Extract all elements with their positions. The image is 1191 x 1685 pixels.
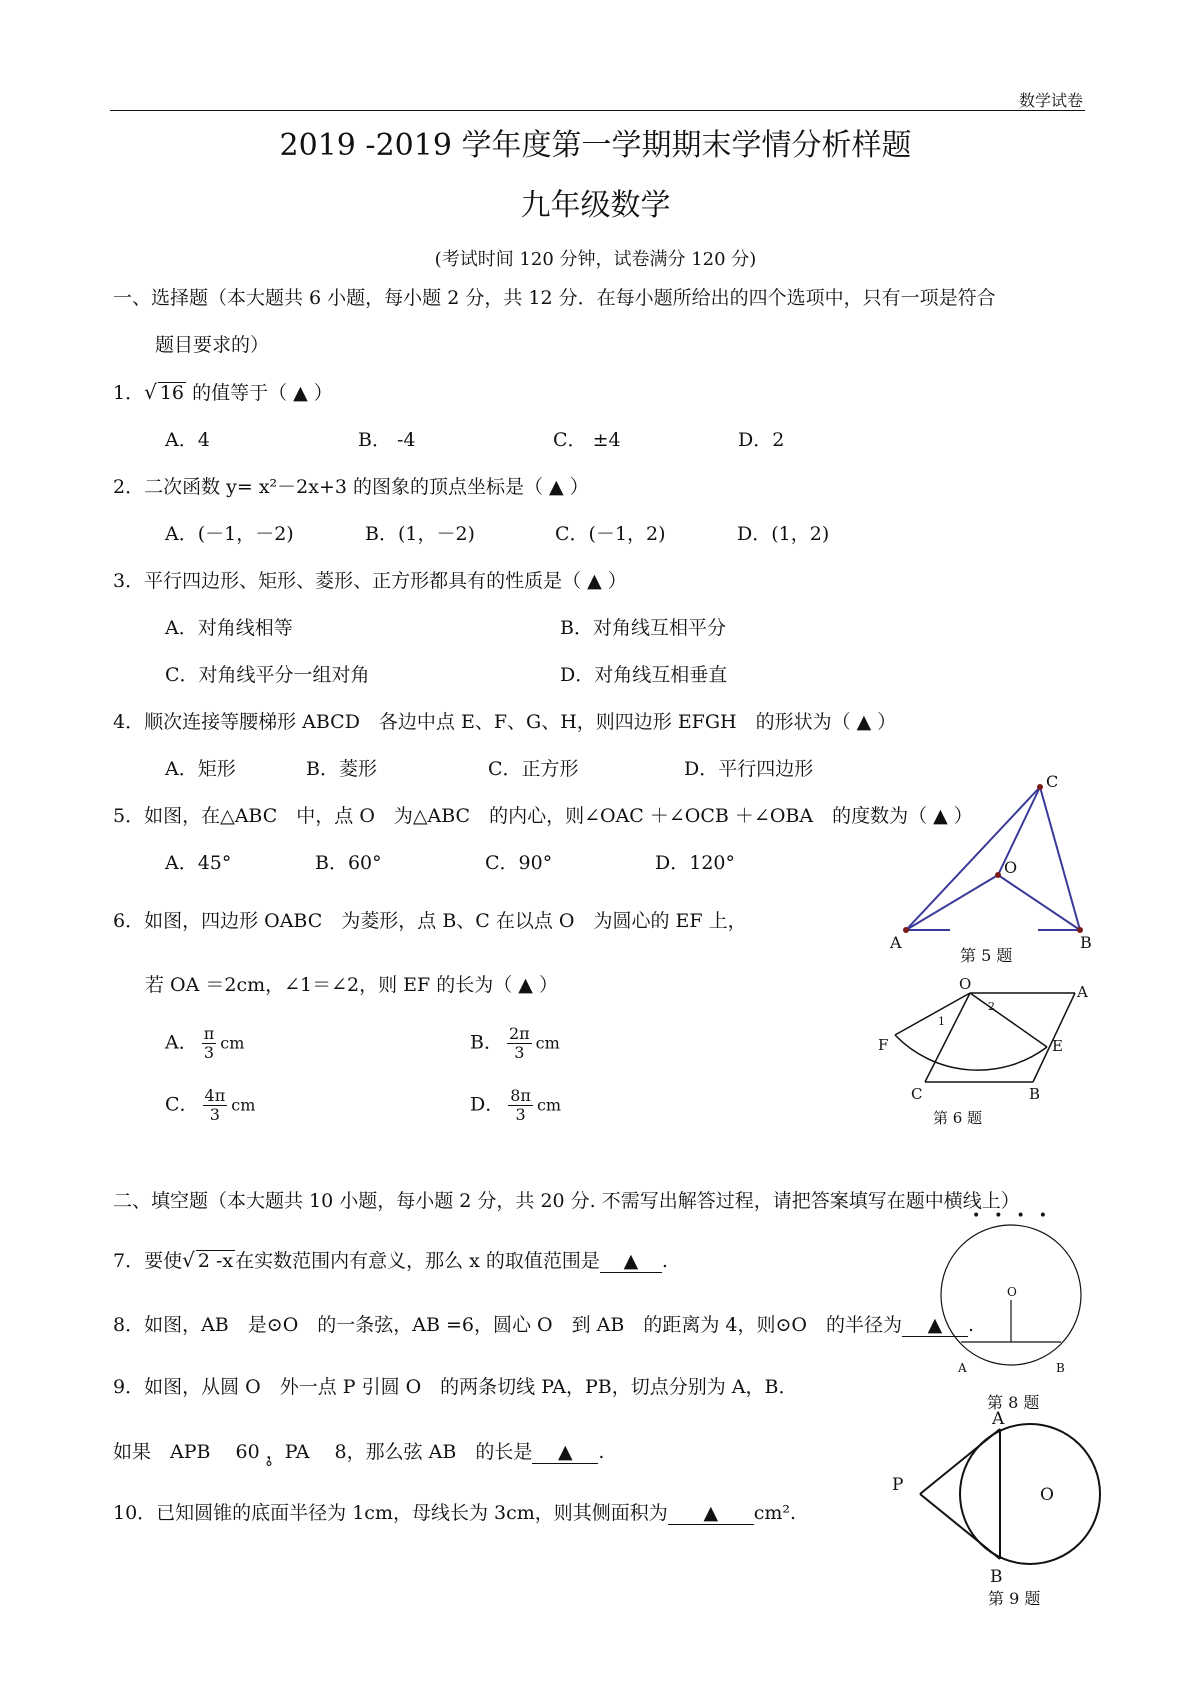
q5-option-c: C．90° [485,852,553,874]
q1-text: 的值等于（ ▲ ） [192,382,333,404]
fraction: $\frac{\pi}{3}$ [203,1024,215,1062]
figure-5 [870,772,1100,965]
q4-option-c: C．正方形 [488,758,579,780]
point-c [1037,784,1043,790]
caption: 第 8 题 [987,1393,1040,1412]
q1-option-c: C． ±4 [553,429,621,451]
point-a [903,927,909,933]
q2-option-a: A．(－1，－2) [165,523,294,545]
page-subtitle: 九年级数学 [520,188,671,223]
q6-option-d: D． $\frac{8\pi}{3}$ cm [470,1086,562,1124]
question-6-line1: 6．如图，四边形 OABC 为菱形，点 B、C 在以点 O 为圆心的 EF 上， [113,910,747,932]
q1-option-a: A．4 [165,429,210,451]
q1-option-b: B． -4 [358,429,416,451]
q3-option-b: B．对角线互相平分 [560,617,726,639]
q4-option-b: B．菱形 [306,758,377,780]
question-9-line2: 如果 APB 60 ，PA 8，那么弦 AB 的长是 ▲ . [113,1441,605,1463]
label-c: C [911,1085,923,1103]
question-6-line2: 若 OA ＝2cm，∠1＝∠2，则 EF 的长为（ ▲ ） [145,974,558,996]
caption: 第 9 题 [988,1589,1041,1608]
answer-blank[interactable]: ▲ [668,1502,754,1525]
q3-option-a: A．对角线相等 [165,617,293,639]
label-b: B [990,1567,1003,1587]
label-o: O [1004,858,1018,877]
arc-ef [895,1035,1047,1070]
q4-option-a: A．矩形 [165,758,236,780]
label-o: O [1040,1485,1054,1505]
degree-sign: ° [265,1458,273,1477]
q5-option-d: D．120° [655,852,735,874]
q1-radicand: 16 [159,382,185,404]
edge-cb [1040,787,1080,930]
label-angle-2: 2 [988,1000,995,1013]
answer-blank[interactable]: ▲ [532,1441,598,1464]
figure-6 [865,975,1090,1135]
label-a: A [1077,983,1088,1001]
label-a: A [958,1361,967,1375]
q4-option-d: D．平行四边形 [684,758,814,780]
figure-9 [880,1410,1105,1610]
label-a: A [992,1409,1005,1429]
q1-option-d: D．2 [738,429,785,451]
q5-option-b: B．60° [315,852,382,874]
caption: 第 6 题 [933,1109,983,1127]
q7-radicand: 2 -x [197,1250,234,1272]
question-9-line1: 9．如图，从圆 O 外一点 P 引圆 O 的两条切线 PA，PB，切点分别为 A，B． [113,1376,798,1398]
section1-heading-line2: 题目要求的） [155,334,270,356]
emphasis-dots: •••• [972,1208,1062,1224]
q2-option-b: B．(1，－2) [365,523,475,545]
question-2: 2．二次函数 y= x²－2x+3 的图象的顶点坐标是（ ▲ ） [113,476,589,498]
answer-blank[interactable]: ▲ [902,1314,968,1337]
answer-blank[interactable]: ▲ [600,1250,662,1273]
q2-option-c: C．(－1，2) [555,523,666,545]
caption: 第 5 题 [960,946,1013,965]
section2-heading: 二、填空题（本大题共 10 小题，每小题 2 分，共 20 分. 不需写出解答过程，请把答案填写在题中横线上） [113,1190,1020,1212]
label-b: B [1080,933,1092,952]
question-5: 5．如图，在△ABC 中，点 O 为△ABC 的内心，则∠OAC ＋∠OCB ＋∠OBA 的度数为（ ▲ ） [113,805,973,827]
label-b: B [1029,1085,1041,1103]
question-1 [113,378,333,405]
label-a: A [890,933,902,952]
label-b: B [1056,1361,1065,1375]
label-o: O [959,975,972,993]
header-label: 数学试卷 [1018,91,1083,110]
label-o: O [1007,1285,1017,1299]
q2-option-d: D．(1，2) [737,523,830,545]
exam-info: (考试时间 120 分钟，试卷满分 120 分) [434,249,757,270]
question-7: 7．要使√ 2 -x 在实数范围内有意义，那么 x 的取值范围是 ▲ . [113,1248,668,1272]
question-8: 8．如图，AB 是⊙O 的一条弦，AB =6，圆心 O 到 AB 的距离为 4，则⊙O 的半径为 ▲ . [113,1314,975,1336]
question-3: 3．平行四边形、矩形、菱形、正方形都具有的性质是（ ▲ ） [113,570,627,592]
q6-option-c: C． $\frac{4\pi}{3}$ cm [165,1086,256,1124]
q3-option-d: D．对角线互相垂直 [560,664,728,686]
edge-ao [906,875,998,930]
label-c: C [1046,772,1059,791]
point-o [995,872,1001,878]
edge-ac [906,787,1040,930]
sqrt-icon: √ [182,1248,195,1272]
question-4: 4．顺次连接等腰梯形 ABCD 各边中点 E、F、G、H，则四边形 EFGH 的形状为（ ▲ ） [113,711,897,733]
label-p: P [892,1475,904,1495]
fraction: $\frac{8\pi}{3}$ [510,1086,531,1124]
figure-8 [940,1220,1090,1420]
q1-number: 1． [113,382,145,404]
q5-option-a: A．45° [165,852,232,874]
edge-oe [970,993,1047,1047]
fraction: $\frac{2\pi}{3}$ [508,1024,530,1062]
label-f: F [878,1036,889,1054]
page-title: 2019 -2019 学年度第一学期期末学情分析样题 [279,128,912,163]
fraction: $\frac{4\pi}{3}$ [204,1086,226,1124]
q6-option-a: A． $\frac{\pi}{3}$ cm [165,1024,245,1062]
q3-option-c: C．对角线平分一组对角 [165,664,370,686]
label-angle-1: 1 [938,1015,945,1028]
sqrt-icon: √ [144,380,157,404]
label-e: E [1052,1037,1063,1055]
section1-heading-line1: 一、选择题（本大题共 6 小题，每小题 2 分，共 12 分．在每小题所给出的四个选项中，只有一项是符合 [113,287,996,309]
question-10: 10．已知圆锥的底面半径为 1cm，母线长为 3cm，则其侧面积为 ▲ cm². [113,1502,797,1524]
header-rule [110,110,1085,111]
q6-option-b: B． $\frac{2\pi}{3}$ cm [470,1024,560,1062]
